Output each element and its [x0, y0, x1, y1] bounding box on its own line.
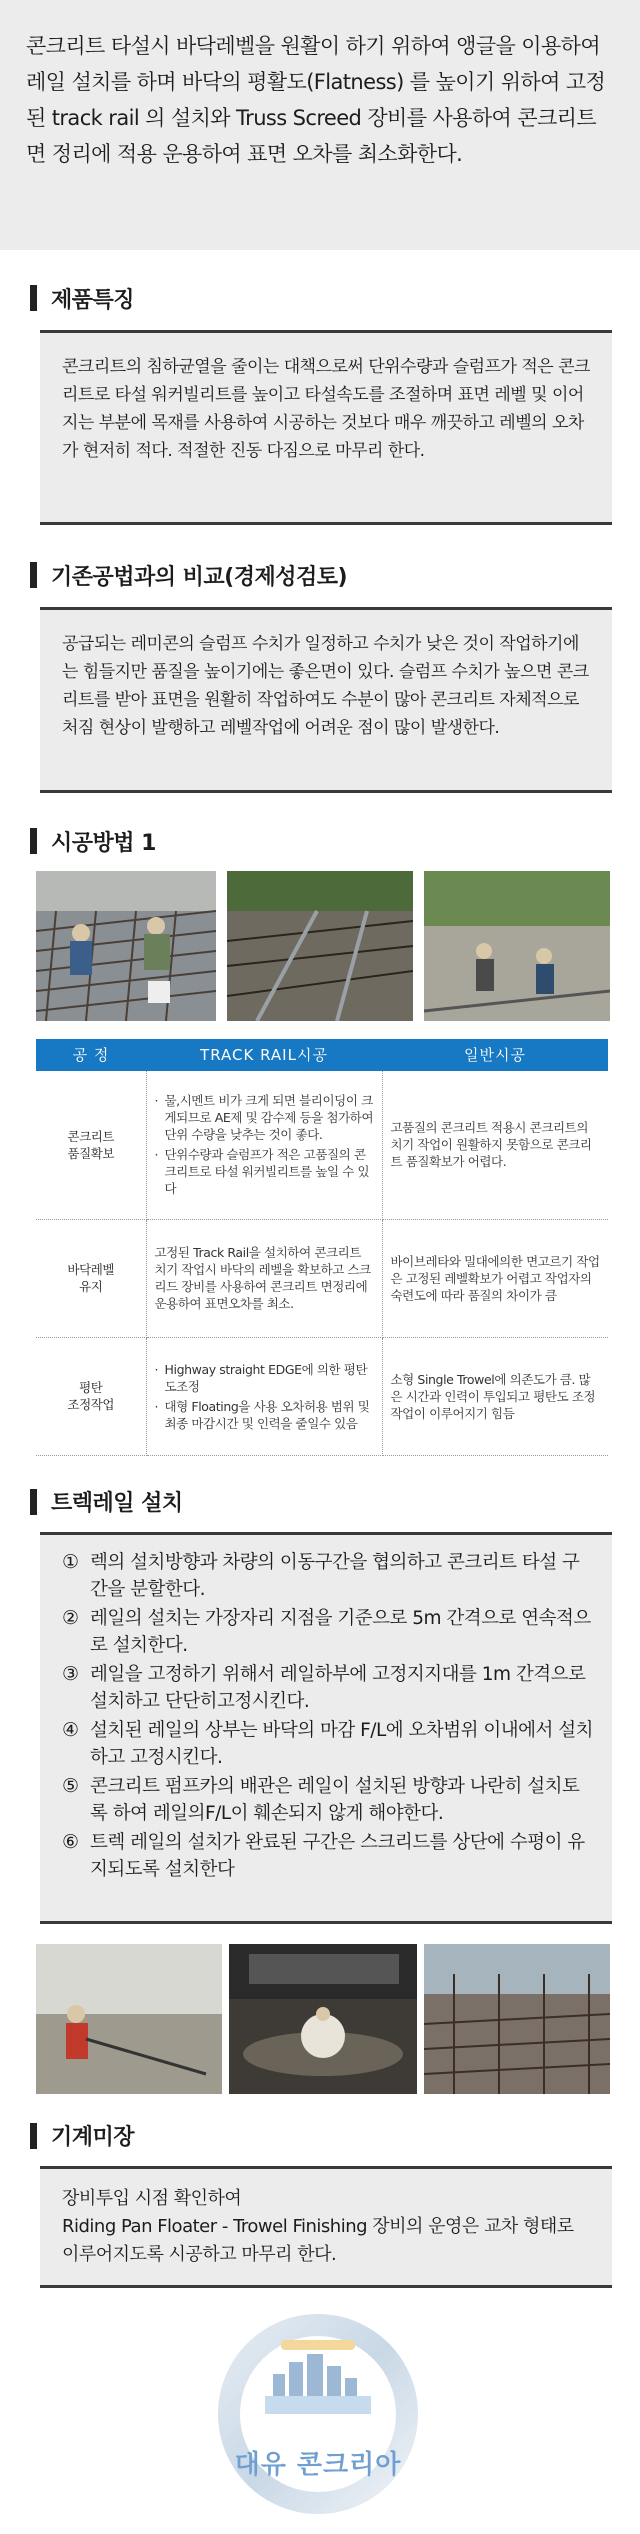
method-title: 시공방법 1: [51, 830, 156, 856]
step-text: 레일의 설치는 가장자리 지점을 기준으로 5m 간격으로 연속적으로 설치한다.: [90, 1607, 591, 1656]
table-cell-process: 평탄 조정작업: [36, 1337, 146, 1455]
step-number: ⑥: [62, 1830, 79, 1853]
table-bullet: · 대형 Floating을 사용 오차허용 범위 및 최종 마감시간 및 인력을 줄일수 있음: [155, 1398, 374, 1432]
finish-line-2: Riding Pan Floater - Trowel Finishing 장비의 운영은 교차 형태로 이루어지도록 시공하고 마무리 한다.: [62, 2215, 574, 2265]
table-cell-process: 콘크리트 품질확보: [36, 1071, 146, 1219]
step-text: 레일을 고정하기 위해서 레일하부에 고정지지대를 1m 간격으로 설치하고 단단히고정시킨다.: [90, 1663, 586, 1712]
step-text: 트렉 레일의 설치가 완료된 구간은 스크리드를 상단에 수평이 유지되도록 설치한다: [90, 1831, 585, 1880]
section-marker: [30, 1489, 37, 1515]
method-header: [30, 821, 616, 861]
list-item: [62, 1549, 596, 1603]
photo-trowel-machine: [229, 1944, 417, 2094]
list-item: [62, 1773, 596, 1827]
step-text: 콘크리트 펌프카의 배관은 레일이 설치된 방향과 나란히 설치토록 하여 레일의F/L이 훼손되지 않게 해야한다.: [90, 1775, 580, 1824]
table-header-process: 공 정: [36, 1039, 146, 1071]
photo-rebar-site: [424, 1944, 610, 2094]
table-cell-track: [146, 1071, 382, 1219]
step-number: ⑤: [62, 1774, 79, 1797]
rail-title: 트렉레일 설치: [51, 1491, 183, 1516]
rail-photos: [36, 1944, 610, 2094]
photo-workers-rebar: [36, 871, 216, 1021]
section-marker: [30, 285, 37, 311]
features-title: 제품특징: [51, 287, 135, 313]
finish-box: [40, 2166, 612, 2288]
table-header-track: TRACK RAIL시공: [146, 1039, 382, 1071]
logo-text: 대유 콘크리아: [234, 2450, 402, 2480]
photo-screed-work: [36, 1944, 222, 2094]
comparison-box: [40, 607, 612, 793]
step-text: 설치된 레일의 상부는 바닥의 마감 F/L에 오차범위 이내에서 설치하고 고정시킨다.: [90, 1719, 594, 1768]
list-item: [62, 1717, 596, 1771]
finish-title: 기계미장: [51, 2125, 135, 2150]
step-text: 렉의 설치방향과 차량의 이동구간을 협의하고 콘크리트 타설 구간을 분할한다.: [90, 1551, 580, 1600]
table-cell-track: [146, 1337, 382, 1455]
step-number: ③: [62, 1662, 79, 1685]
finish-line-1: 장비투입 시점 확인하여: [62, 2187, 242, 2209]
section-marker: [30, 2123, 37, 2149]
company-logo: [215, 2304, 421, 2524]
features-box: [40, 330, 612, 525]
list-item: [62, 1605, 596, 1659]
rail-box: [40, 1532, 612, 1924]
table-bullet: · 물,시멘트 비가 크게 되면 블리이딩이 크게되므로 AE제 및 감수제 등을 첨가하여 단위 수량을 낮추는 것이 좋다.: [155, 1092, 374, 1143]
table-row: [36, 1337, 608, 1455]
method-photos: [36, 871, 610, 1021]
rail-header: [30, 1482, 616, 1522]
section-marker: [30, 828, 37, 854]
table-bullet: · 단위수량과 슬럼프가 적은 고품질의 콘크리트로 타설 워커빌리트를 높일 수 있다: [155, 1146, 374, 1197]
step-number: ②: [62, 1606, 79, 1629]
photo-track-rail: [227, 871, 413, 1021]
photo-pouring: [424, 871, 610, 1021]
table-row: [36, 1071, 608, 1219]
intro-text: 콘크리트 타설시 바닥레벨을 원활이 하기 위하여 앵글을 이용하여 레일 설치를 하며 바닥의 평활도(Flatness) 를 높이기 위하여 고정된 track rail 의 설치와 Truss Screed 장비를 사용하여 콘크리트 면 정리에 적용 운용하여 표면 오차를 최소화한다.: [26, 34, 606, 166]
table-header-general: 일반시공: [382, 1039, 608, 1071]
section-marker: [30, 562, 37, 588]
finish-header: [30, 2116, 616, 2156]
features-header: [30, 278, 616, 318]
table-cell-process: 바닥레벨 유지: [36, 1219, 146, 1337]
features-text: 콘크리트의 침하균열을 줄이는 대책으로써 단위수량과 슬럼프가 적은 콘크리트로 타설 워커빌리트를 높이고 타설속도를 조절하며 표면 레벨 및 이어지는 부분에 목재를 사용하여 시공하는 것보다 매우 깨끗하고 레벨의 오차가 현저히 적다. 적절한 진동 다짐으로 마무리 한다.: [62, 357, 590, 461]
table-cell-track: 고정된 Track Rail을 설치하여 콘크리트 치기 작업시 바닥의 레벨을 확보하고 스크리드 장비를 사용하여 콘크리트 면정리에 운용하여 표면오차를 최소.: [146, 1219, 382, 1337]
table-cell-general: 소형 Single Trowel에 의존도가 큼. 많은 시간과 인력이 투입되고 평탄도 조정작업이 이루어지기 힘듬: [382, 1337, 608, 1455]
comparison-text: 공급되는 레미콘의 슬럼프 수치가 일정하고 수치가 낮은 것이 작업하기에는 힘들지만 품질을 높이기에는 좋은면이 있다. 슬럼프 수치가 높으면 콘크리트를 받아 표면을 원활히 작업하여도 수분이 많아 콘크리트 자체적으로 처짐 현상이 발행하고 레벨작업에 어려운 점이 많이 발생한다.: [62, 634, 589, 738]
table-cell-general: 바이브레타와 밀대에의한 면고르기 작업은 고정된 레벨확보가 어렵고 작업자의 숙련도에 따라 품질의 차이가 큼: [382, 1219, 608, 1337]
list-item: [62, 1829, 596, 1883]
logo-graphic: [215, 2304, 421, 2524]
table-cell-general: 고품질의 콘크리트 적용시 콘크리트의 치기 작업이 원활하지 못함으로 콘크리트 품질확보가 어렵다.: [382, 1071, 608, 1219]
comparison-table: [36, 1039, 608, 1456]
comparison-header: [30, 555, 616, 595]
table-row: [36, 1219, 608, 1337]
step-number: ④: [62, 1718, 79, 1741]
rail-steps: [62, 1549, 596, 1883]
table-bullet: · Highway straight EDGE에 의한 평탄도조정: [155, 1361, 374, 1395]
step-number: ①: [62, 1550, 79, 1573]
intro-box: [0, 0, 640, 250]
list-item: [62, 1661, 596, 1715]
comparison-title: 기존공법과의 비교(경제성검토): [51, 564, 348, 590]
